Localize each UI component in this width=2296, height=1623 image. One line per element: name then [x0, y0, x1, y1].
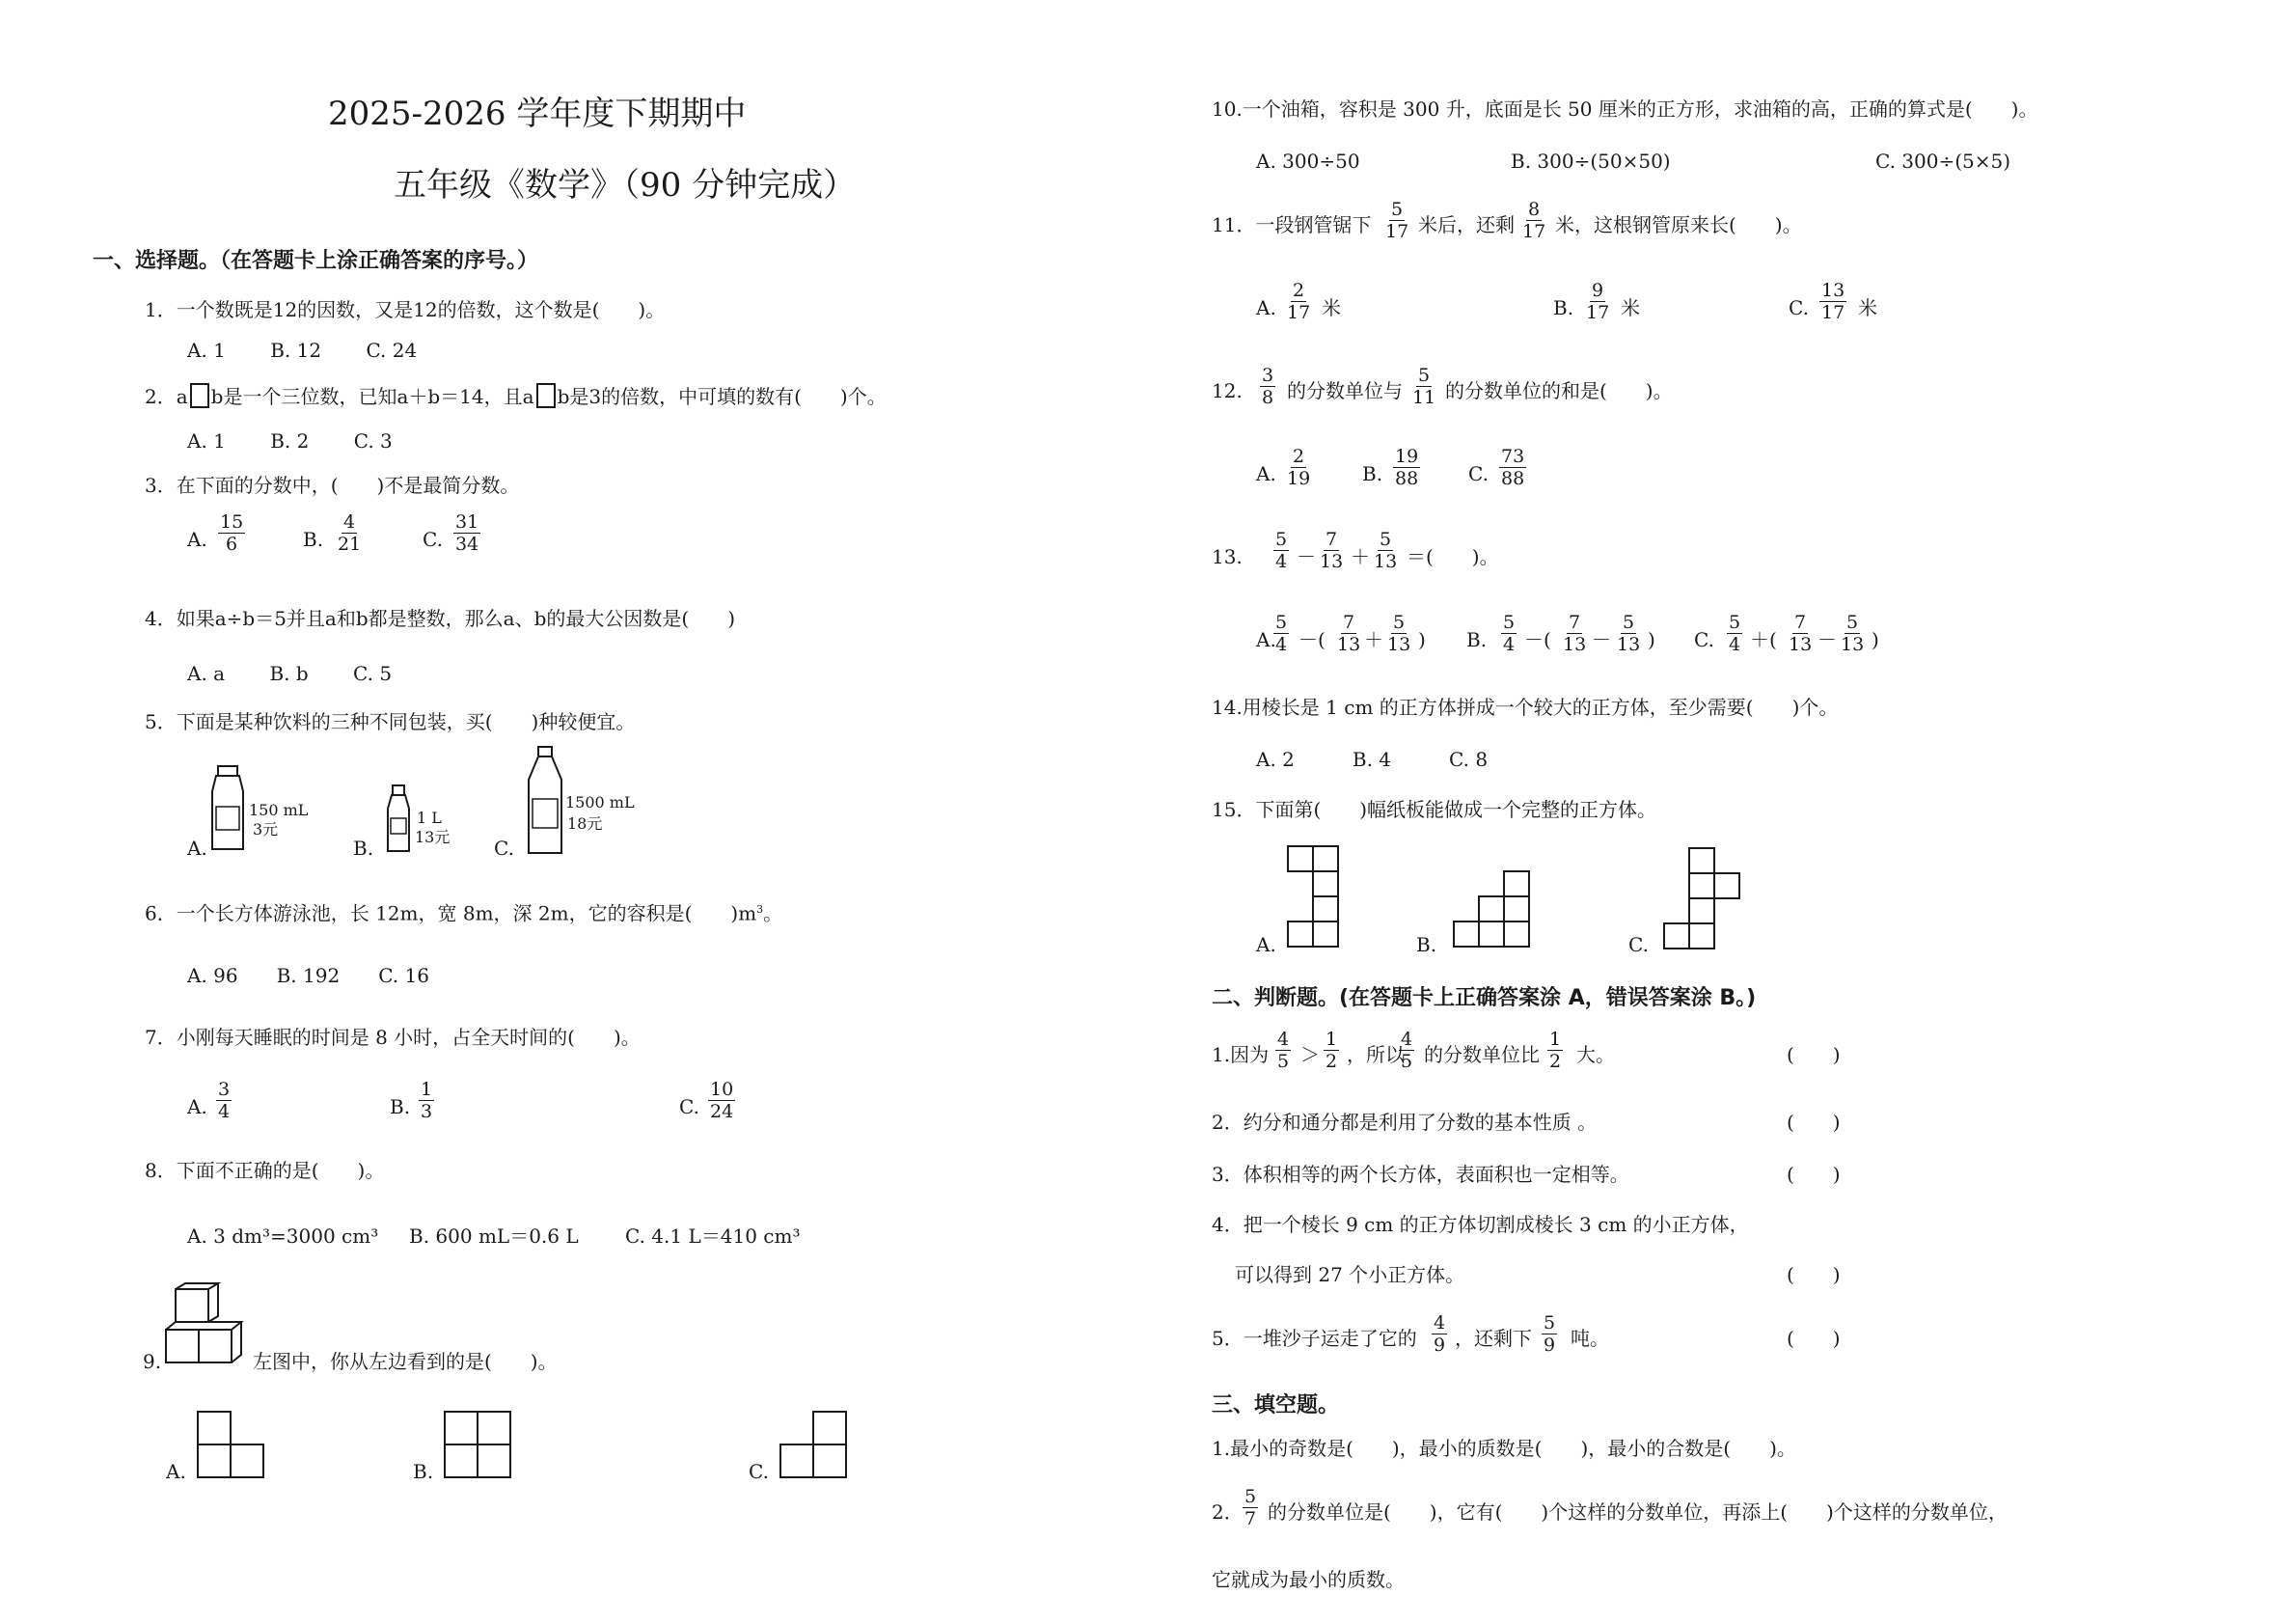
cube-stack-figure — [162, 1283, 255, 1364]
q13-a-op-2: ＋ — [1364, 628, 1383, 651]
question-4-options: A. a B. b C. 5 — [187, 662, 393, 685]
q12-number: 12. — [1212, 379, 1243, 402]
q13-b-frac-3: $\frac{5}{13}$ — [1617, 612, 1641, 655]
s2-q5-part3: 吨。 — [1571, 1327, 1609, 1350]
question-3-stem: 3．在下面的分数中，( )不是最简分数。 — [145, 474, 520, 497]
q12-stem-part2: 的分数单位与 — [1287, 379, 1403, 402]
s2-q1-fraction-1: $\frac{4}{5}$ — [1277, 1029, 1290, 1072]
s2-q2-stem: 2．约分和通分都是利用了分数的基本性质 。 — [1212, 1111, 1598, 1134]
s2-q4-line1: 4．把一个棱长 9 cm 的正方体切割成棱长 3 cm 的小正方体， — [1212, 1213, 1749, 1236]
q13-b-frac-1: $\frac{5}{4}$ — [1503, 612, 1516, 655]
s2-q2-answer-paren: ( ) — [1787, 1111, 1841, 1134]
q13-a-op-1: －( — [1298, 628, 1326, 651]
s2-q1-fraction-4: $\frac{1}{2}$ — [1549, 1029, 1562, 1072]
q11-stem-part1: 11．一段钢管锯下 — [1212, 213, 1372, 236]
q9-option-a-label: A. — [166, 1460, 186, 1483]
section-heading-fill: 三、填空题。 — [1212, 1393, 1340, 1417]
q11-option-a-label: A. — [1256, 296, 1276, 319]
q5-b-price: 13元 — [415, 828, 451, 846]
question-5-stem: 5．下面是某种饮料的三种不同包装，买( )种较便宜。 — [145, 710, 636, 733]
q15-net-b — [1453, 870, 1561, 953]
q13-a-frac-2: $\frac{7}{13}$ — [1337, 612, 1361, 655]
q7-option-a-fraction: $\frac{3}{4}$ — [218, 1079, 231, 1122]
q13-a-frac-3: $\frac{5}{13}$ — [1387, 612, 1411, 655]
q5-a-volume: 150 mL — [249, 801, 309, 819]
bottle-small-icon — [206, 764, 249, 853]
q13-option-b-label: B. — [1466, 628, 1488, 651]
q12-fraction-2: $\frac{5}{11}$ — [1412, 365, 1436, 408]
q13-c-close: ) — [1872, 628, 1879, 651]
q12-stem-part3: 的分数单位的和是( )。 — [1445, 379, 1673, 402]
s2-q1-fraction-3: $\frac{4}{5}$ — [1401, 1029, 1413, 1072]
q13-b-op-2: － — [1592, 628, 1611, 651]
q12-option-c-fraction: $\frac{73}{88}$ — [1501, 446, 1525, 489]
section-heading-choice: 一、选择题。（在答题卡上涂正确答案的序号。） — [93, 249, 539, 273]
s2-q1-answer-paren: ( ) — [1787, 1043, 1841, 1066]
q5-a-price: 3元 — [253, 820, 279, 839]
question-14-options: A. 2 B. 4 C. 8 — [1256, 748, 1489, 771]
q15-net-a — [1287, 845, 1345, 953]
s2-q1-part4: 大。 — [1576, 1043, 1615, 1066]
question-15-stem: 15．下面第( )幅纸板能做成一个完整的正方体。 — [1212, 798, 1657, 821]
s3-q2-stem: 的分数单位是( )，它有( )个这样的分数单位，再添上( )个这样的分数单位， — [1268, 1500, 2008, 1524]
q13-a-close: ) — [1418, 628, 1426, 651]
q13-c-frac-2: $\frac{7}{13}$ — [1789, 612, 1813, 655]
q13-fraction-2: $\frac{7}{13}$ — [1320, 529, 1344, 572]
q7-option-b-fraction: $\frac{1}{3}$ — [421, 1079, 433, 1122]
q13-option-c-label: C. — [1694, 628, 1714, 651]
question-7-stem: 7．小刚每天睡眠的时间是 8 小时，占全天时间的( )。 — [145, 1026, 641, 1049]
q11-option-c-fraction: $\frac{13}{17}$ — [1821, 280, 1845, 323]
q9-option-a-view — [197, 1411, 266, 1480]
q13-c-frac-3: $\frac{5}{13}$ — [1841, 612, 1865, 655]
question-14-stem: 14.用棱长是 1 cm 的正方体拼成一个较大的正方体，至少需要( )个。 — [1212, 696, 1839, 719]
q13-operator-2: ＋ — [1351, 545, 1370, 568]
q11-option-a-fraction: $\frac{2}{17}$ — [1287, 280, 1311, 323]
q5-option-a-label: A. — [187, 837, 207, 860]
q11-option-c-unit: 米 — [1858, 296, 1877, 319]
question-2-options: A. 1 B. 2 C. 3 — [187, 429, 393, 453]
q5-b-volume: 1 L — [417, 809, 442, 827]
question-9-number: 9. — [143, 1350, 162, 1373]
q11-option-b-unit: 米 — [1621, 296, 1640, 319]
s2-q1-greater-than: ＞ — [1300, 1043, 1320, 1066]
q11-stem-part2: 米后，还剩 — [1418, 213, 1515, 236]
q10-option-b: B. 300÷(50×50) — [1511, 150, 1671, 173]
q15-net-c — [1663, 847, 1750, 955]
q11-option-a-unit: 米 — [1322, 296, 1341, 319]
s3-q1-stem: 1.最小的奇数是( )，最小的质数是( )，最小的合数是( )。 — [1212, 1437, 1796, 1460]
q15-option-b-label: B. — [1416, 933, 1437, 956]
q5-option-b-label: B. — [353, 837, 374, 860]
q12-option-a-label: A. — [1256, 462, 1276, 485]
q13-fraction-3: $\frac{5}{13}$ — [1374, 529, 1398, 572]
q3-option-b-label: B. — [303, 528, 324, 551]
q11-stem-part3: 米，这根钢管原来长( )。 — [1555, 213, 1802, 236]
exam-subtitle: 五年级《数学》（90 分钟完成） — [394, 166, 857, 205]
question-10-stem: 10.一个油箱，容积是 300 升，底面是长 50 厘米的正方形，求油箱的高，正确的算式是( )。 — [1212, 97, 2038, 121]
q5-option-c-label: C. — [494, 837, 514, 860]
q9-option-c-view — [779, 1411, 849, 1480]
s3-q2-line2: 它就成为最小的质数。 — [1212, 1568, 1405, 1591]
question-6-stem: 6．一个长方体游泳池，长 12m，宽 8m，深 2m，它的容积是( )$m^3$。 — [145, 901, 783, 925]
q12-option-b-label: B. — [1362, 462, 1383, 485]
q11-fraction-2: $\frac{8}{17}$ — [1522, 199, 1546, 242]
s2-q1-part3: 的分数单位比 — [1424, 1043, 1540, 1066]
s2-q5-part1: 5．一堆沙子运走了它的 — [1212, 1327, 1417, 1350]
q9-option-b-label: B. — [413, 1460, 434, 1483]
q11-option-b-fraction: $\frac{9}{17}$ — [1586, 280, 1610, 323]
question-1-stem: 1．一个数既是12的因数，又是12的倍数，这个数是( )。 — [145, 298, 666, 321]
q5-c-volume: 1500 mL — [565, 793, 635, 812]
blank-box — [536, 383, 556, 408]
q8-option-a: A. 3 dm³=3000 cm³ — [187, 1224, 379, 1248]
s2-q5-part2: ，还剩下 — [1455, 1327, 1532, 1350]
q15-option-a-label: A. — [1256, 933, 1276, 956]
q12-option-a-fraction: $\frac{2}{19}$ — [1287, 446, 1311, 489]
s3-q2-number: 2． — [1212, 1500, 1244, 1524]
q8-option-c: C. 4.1 L＝410 cm³ — [625, 1224, 801, 1248]
q7-option-b-label: B. — [390, 1095, 411, 1118]
q7-option-c-fraction: $\frac{10}{24}$ — [710, 1079, 734, 1122]
q3-option-a-label: A. — [187, 528, 207, 551]
question-4-stem: 4．如果a÷b＝5并且a和b都是整数，那么a、b的最大公因数是( ) — [145, 607, 735, 630]
section-heading-judgement: 二、判断题。(在答题卡上正确答案涂 A，错误答案涂 B。) — [1212, 986, 1757, 1010]
s2-q5-fraction-2: $\frac{5}{9}$ — [1544, 1312, 1556, 1356]
q10-option-a: A. 300÷50 — [1256, 150, 1360, 173]
q15-option-c-label: C. — [1628, 933, 1649, 956]
s2-q1-fraction-2: $\frac{1}{2}$ — [1326, 1029, 1338, 1072]
s2-q5-answer-paren: ( ) — [1787, 1327, 1841, 1350]
q13-operator-1: － — [1297, 545, 1316, 568]
blank-box — [190, 383, 209, 408]
q13-c-frac-1: $\frac{5}{4}$ — [1729, 612, 1741, 655]
q7-option-a-label: A. — [187, 1095, 207, 1118]
exam-title: 2025-2026 学年度下期期中 — [328, 95, 747, 133]
s2-q3-answer-paren: ( ) — [1787, 1163, 1841, 1186]
s2-q1-part2: ，所以 — [1347, 1043, 1405, 1066]
q7-option-c-label: C. — [679, 1095, 699, 1118]
q3-option-c-fraction: $\frac{31}{34}$ — [455, 511, 479, 555]
q3-option-b-fraction: $\frac{4}{21}$ — [338, 511, 362, 555]
q13-b-op-1: －( — [1524, 628, 1551, 651]
q13-c-op-2: － — [1818, 628, 1837, 651]
question-8-stem: 8．下面不正确的是( )。 — [145, 1159, 385, 1182]
s2-q3-stem: 3．体积相等的两个长方体，表面积也一定相等。 — [1212, 1163, 1629, 1186]
question-9-stem: 左图中，你从左边看到的是( )。 — [253, 1350, 558, 1373]
q3-option-a-fraction: $\frac{15}{6}$ — [220, 511, 244, 555]
question-6-options: A. 96 B. 192 C. 16 — [187, 964, 429, 987]
s2-q4-line2: 可以得到 27 个小正方体。 — [1235, 1263, 1465, 1286]
bottle-medium-icon — [384, 784, 413, 855]
q12-option-b-fraction: $\frac{19}{88}$ — [1395, 446, 1419, 489]
s2-q1-part1: 1.因为 — [1212, 1043, 1270, 1066]
q12-fraction-1: $\frac{3}{8}$ — [1262, 365, 1274, 408]
q11-option-c-label: C. — [1789, 296, 1809, 319]
q13-number: 13. — [1212, 545, 1243, 568]
q10-option-c: C. 300÷(5×5) — [1875, 150, 2011, 173]
s3-q2-fraction: $\frac{5}{7}$ — [1244, 1486, 1257, 1529]
q12-option-c-label: C. — [1468, 462, 1489, 485]
question-2-stem: 2．a b是一个三位数，已知a＋b＝14，且a b是3的倍数，中可填的数有( )个。 — [145, 385, 887, 408]
q11-fraction-1: $\frac{5}{17}$ — [1385, 199, 1409, 242]
q13-stem-end: ＝( )。 — [1407, 545, 1499, 568]
q9-option-b-view — [444, 1411, 513, 1480]
q11-option-b-label: B. — [1553, 296, 1574, 319]
q5-c-price: 18元 — [567, 814, 603, 833]
q13-a-frac-1: $\frac{5}{4}$ — [1275, 612, 1288, 655]
q9-option-c-label: C. — [749, 1460, 769, 1483]
s2-q4-answer-paren: ( ) — [1787, 1263, 1841, 1286]
q13-option-a-label: A. — [1256, 628, 1276, 651]
q13-fraction-1: $\frac{5}{4}$ — [1275, 529, 1288, 572]
s2-q5-fraction-1: $\frac{4}{9}$ — [1434, 1312, 1446, 1356]
bottle-large-icon — [525, 745, 565, 857]
question-1-options: A. 1 B. 12 C. 24 — [187, 339, 418, 362]
q13-c-op-1: ＋( — [1750, 628, 1777, 651]
q13-b-frac-2: $\frac{7}{13}$ — [1563, 612, 1587, 655]
q8-option-b: B. 600 mL＝0.6 L — [409, 1224, 579, 1248]
q3-option-c-label: C. — [423, 528, 443, 551]
q13-b-close: ) — [1648, 628, 1655, 651]
